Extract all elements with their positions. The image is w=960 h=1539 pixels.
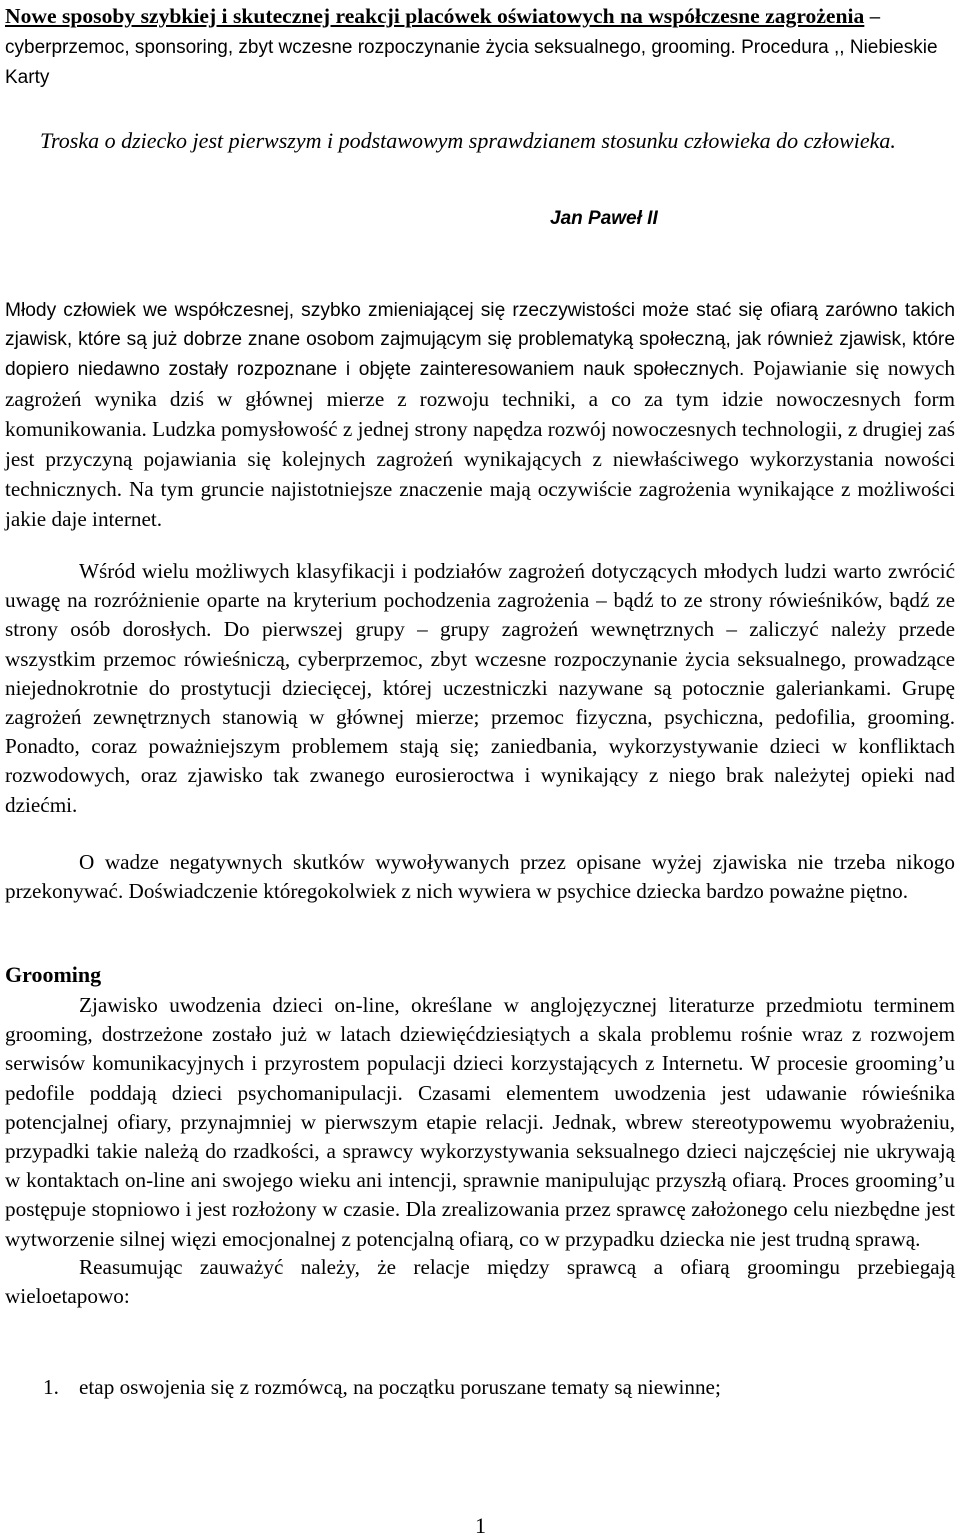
title-subtitle: – cyberprzemoc, sponsoring, zbyt wczesne rozpoczynanie życia seksualnego, grooming. Procedura ,, Niebieskie Karty bbox=[5, 7, 938, 88]
intro-paragraph-1 bbox=[5, 296, 955, 536]
section-heading-grooming: Grooming bbox=[5, 962, 102, 987]
page-number: 1 bbox=[475, 1513, 486, 1538]
grooming-paragraph-1: Zjawisko uwodzenia dzieci on-line, określane w anglojęzycznej literaturze przedmiotu terminem grooming, dostrzeżone zostało już w latach dziewięćdziesiątych a skala problemu rośnie wraz z rozwojem serwisów komunikacyjnych i przyrostem populacji dzieci korzystających z Internetu. W procesie grooming’u pedofile poddają dzieci psychomanipulacji. Czasami elementem uwodzenia jest udawanie rówieśnika potencjalnej ofiary, przynajmniej w pierwszym etapie relacji. Jednak, wbrew stereotypowemu wyobrażeniu, przypadki takie należą do rzadkości, a sprawcy wykorzystywania seksualnego dzieci najczęściej nie ukrywają w kontaktach on-line ani swojego wieku ani intencji, sprawnie manipulując przyszłą ofiarą. Proces grooming’u postępuje stopniowo i jest rozłożony w czasie. Dla zrealizowania przez sprawcę założonego celu niezbędne jest wytworzenie silnej więzi emocjonalnej z potencjalną ofiarą, co w przypadku dziecka nie jest trudną sprawą. bbox=[5, 993, 955, 1251]
intro-paragraph-1-part-a: Młody człowiek we współczesnej, szybko zmieniającej się rzeczywistości może stać się ofiarą zarówno takich zjawisk, które są już dobrze znane osobom zajmującym się problematyką społeczną, jak również zjawisk, które dopiero niedawno zostały rozpoznane i objęte zainteresowaniem nauk społecznych. bbox=[5, 300, 955, 381]
title-main: Nowe sposoby szybkiej i skutecznej reakcji placówek oświatowych na współczesne zagrożenia bbox=[5, 4, 865, 28]
document-title bbox=[5, 2, 955, 92]
intro-paragraph-1-part-b: Pojawianie się nowych zagrożeń wynika dziś w głównej mierze z rozwoju techniki, a co za tym idzie nowoczesnych form komunikowania. Ludzka pomysłowość z jednej strony napędza rozwój nowoczesnych technologii, z drugiej zaś jest przyczyną pojawiania się kolejnych zagrożeń wynikających z niewłaściwego wykorzystania nowości technicznych. Na tym gruncie najistotniejsze znaczenie mają oczywiście zagrożenia wynikające z możliwości jakie daje internet. bbox=[5, 356, 955, 532]
intro-paragraph-2: Wśród wielu możliwych klasyfikacji i podziałów zagrożeń dotyczących młodych ludzi warto zwrócić uwagę na rozróżnienie oparte na kryterium pochodzenia zagrożenia – bądź to ze strony rówieśników, bądź ze strony osób dorosłych. Do pierwszej grupy – grupy zagrożeń wewnętrznych – zaliczyć należy przede wszystkim przemoc rówieśniczą, cyberprzemoc, zbyt wczesne rozpoczynanie życia seksualnego, prowadzące niejednokrotnie do prostytucji dziecięcej, której uczestniczki nazywane są potocznie galeriankami. Grupę zagrożeń zewnętrznych stanowią w głównej mierze; przemoc fizyczna, psychiczna, pedofilia, grooming. Ponadto, coraz poważniejszym problemem stają się; zaniedbania, wykorzystywanie dzieci w konfliktach rozwodowych, oraz zjawisko tak zwanego eurosieroctwa i wynikający z niego brak należytej opieki nad dziećmi. bbox=[5, 559, 955, 817]
list-item bbox=[43, 1373, 721, 1402]
document-page bbox=[5, 0, 955, 1537]
grooming-paragraph-2: Reasumując zauważyć należy, że relacje między sprawcą a ofiarą groomingu przebiegają wieloetapowo: bbox=[5, 1255, 955, 1309]
list-item-text: etap oswojenia się z rozmówcą, na początku poruszane tematy są niewinne; bbox=[79, 1375, 721, 1399]
motto-quote: Troska o dziecko jest pierwszym i podstawowym sprawdzianem stosunku człowieka do człowieka. bbox=[40, 128, 896, 153]
intro-paragraph-3: O wadze negatywnych skutków wywoływanych przez opisane wyżej zjawiska nie trzeba nikogo przekonywać. Doświadczenie któregokolwiek z nich wywiera w psychice dziecka bardzo poważne piętno. bbox=[5, 850, 955, 904]
motto-author: Jan Paweł II bbox=[550, 208, 658, 229]
list-item-number: 1. bbox=[43, 1375, 59, 1399]
